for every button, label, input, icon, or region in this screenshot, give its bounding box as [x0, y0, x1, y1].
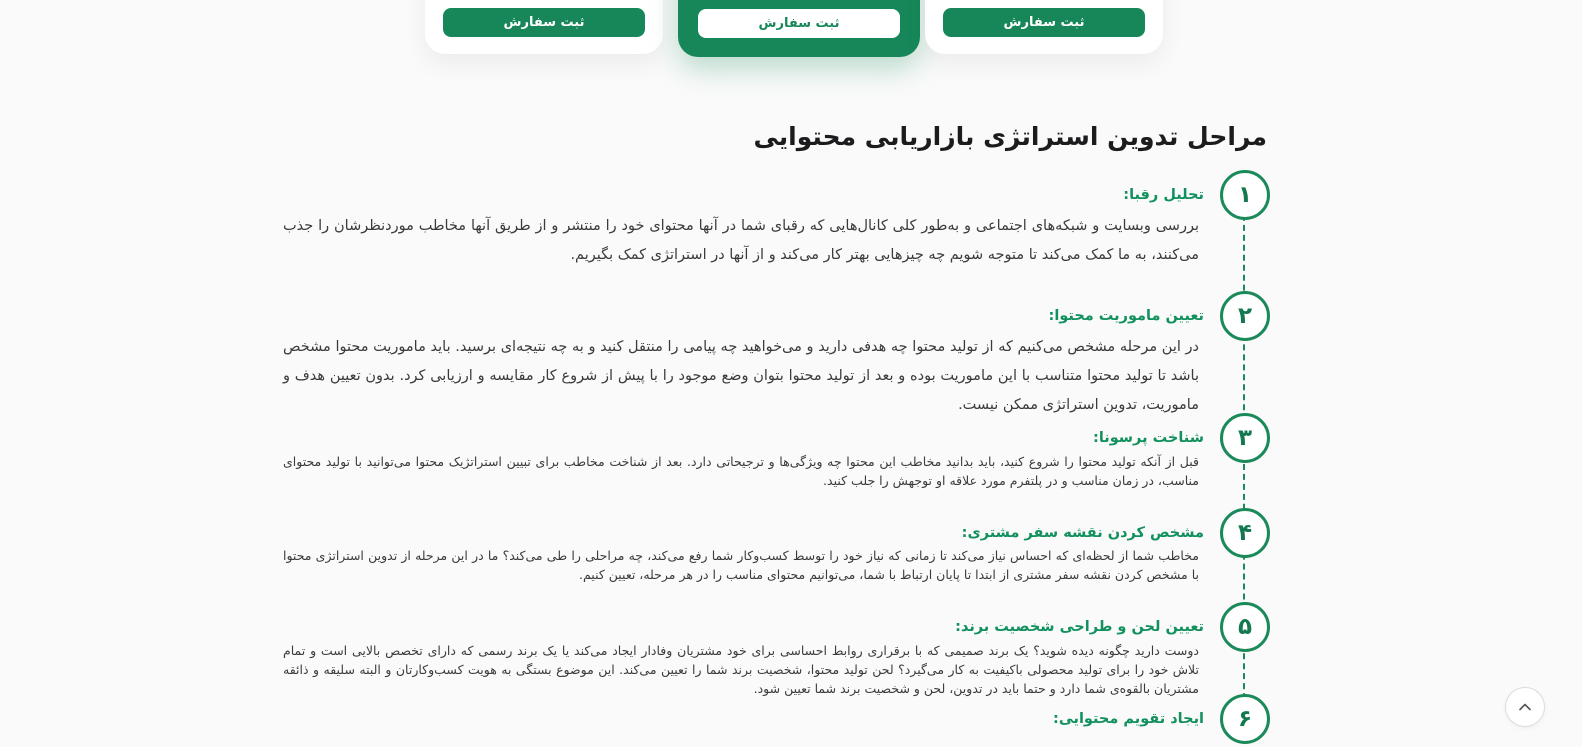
- step-number: ۴: [1237, 520, 1253, 546]
- step-title: شناخت پرسونا:: [1093, 430, 1204, 446]
- pricing-card: [925, 0, 1163, 54]
- section-title: مراحل تدوین استراتژی بازاریابی محتوایی: [753, 122, 1267, 151]
- step-description: قبل از آنکه تولید محتوا را شروع کنید، باید بدانید مخاطب این محتوا چه ویژگی‌ها و ترجیحاتی دارد. بعد از شناخت مخاطب برای تبیین استراتژیک محتوا می‌توانید با تولید محتوای مناسب، در زمان مناسب و در پلتفرم مورد علاقه او توجهش را جلب کنید.: [283, 454, 1199, 488]
- step-description: مخاطب شما از لحظه‌ای که احساس نیاز می‌کند تا زمانی که نیاز خود را توسط کسب‌وکار شما رفع می‌کند، چه مراحلی را طی می‌کند؟ ما در این مرحله از تدوین استراتژی محتوا با مشخص کردن نقشه سفر مشتری از ابتدا تا پایان ارتباط با شما، می‌توانیم محتوای مناسب را در هر مرحله، تعیین کنیم.: [283, 548, 1199, 582]
- pricing-card-highlighted: [678, 0, 920, 57]
- step-title: تحلیل رقبا:: [1123, 187, 1204, 203]
- step-number-badge: [1220, 694, 1270, 744]
- step-title: ایجاد تقویم محتوایی:: [1053, 711, 1204, 727]
- scroll-to-top-button[interactable]: [1505, 687, 1545, 727]
- step-number: ۱: [1237, 182, 1253, 208]
- step-number-badge: [1220, 170, 1270, 220]
- step-number: ۶: [1237, 706, 1253, 732]
- order-button[interactable]: ثبت سفارش: [698, 9, 900, 38]
- order-button[interactable]: ثبت سفارش: [443, 8, 645, 37]
- step-title: تعیین لحن و طراحی شخصیت برند:: [955, 619, 1204, 635]
- order-button[interactable]: ثبت سفارش: [943, 8, 1145, 37]
- step-number-badge: [1220, 508, 1270, 558]
- step-title: تعیین ماموریت محتوا:: [1048, 308, 1204, 324]
- step-number: ۲: [1237, 303, 1253, 329]
- step-number: ۵: [1237, 614, 1253, 640]
- step-description: دوست دارید چگونه دیده شوید؟ یک برند صمیمی که با برقراری روابط احساسی برای خود مشتریان وفادار ایجاد می‌کند یا یک برند رسمی که دارای تخصص بالایی است و تمام تلاش خود را برای تولید محصولی باکیفیت به کار می‌گیرد؟ لحن تولید محتوا، شخصیت برند شما را تعیین می‌کند. این موضوع بستگی به هویت کسب‌وکارتان و البته سلیقه و ذائقه مشتریان بالقوه‌ی شما دارد و حتما باید در تدوین، لحن و شخصیت برند شما تعیین شود.: [283, 643, 1199, 696]
- step-number-badge: [1220, 602, 1270, 652]
- pricing-card: [425, 0, 663, 54]
- chevron-up-icon: [1517, 699, 1533, 715]
- step-description: در این مرحله مشخص می‌کنیم که از تولید محتوا چه هدفی دارید و می‌خواهید چه پیامی را منتقل کنید و به چه نتیجه‌ای برسید. باید ماموریت محتوا مشخص باشد تا تولید محتوا متناسب با این ماموریت بوده و بعد از تولید محتوا بتوان وضع موجود را با پیش از شروع کار مقایسه و ارزیابی کرد. بدون تعیین هدف و ماموریت، تدوین استراتژی ممکن نیست.: [283, 339, 1199, 413]
- step-title: مشخص کردن نقشه سفر مشتری:: [961, 525, 1204, 541]
- step-number-badge: [1220, 291, 1270, 341]
- step-number-badge: [1220, 413, 1270, 463]
- step-description: بررسی وبسایت و شبکه‌های اجتماعی و به‌طور کلی کانال‌هایی که رقبای شما در آنها محتوای خود را منتشر و از طریق آنها مخاطب موردنظرشان را جذب می‌کنند، به ما کمک می‌کند تا متوجه شویم چه چیزهایی بهتر کار می‌کند و از آنها در استراتژی کمک بگیریم.: [283, 218, 1199, 263]
- step-number: ۳: [1237, 425, 1253, 451]
